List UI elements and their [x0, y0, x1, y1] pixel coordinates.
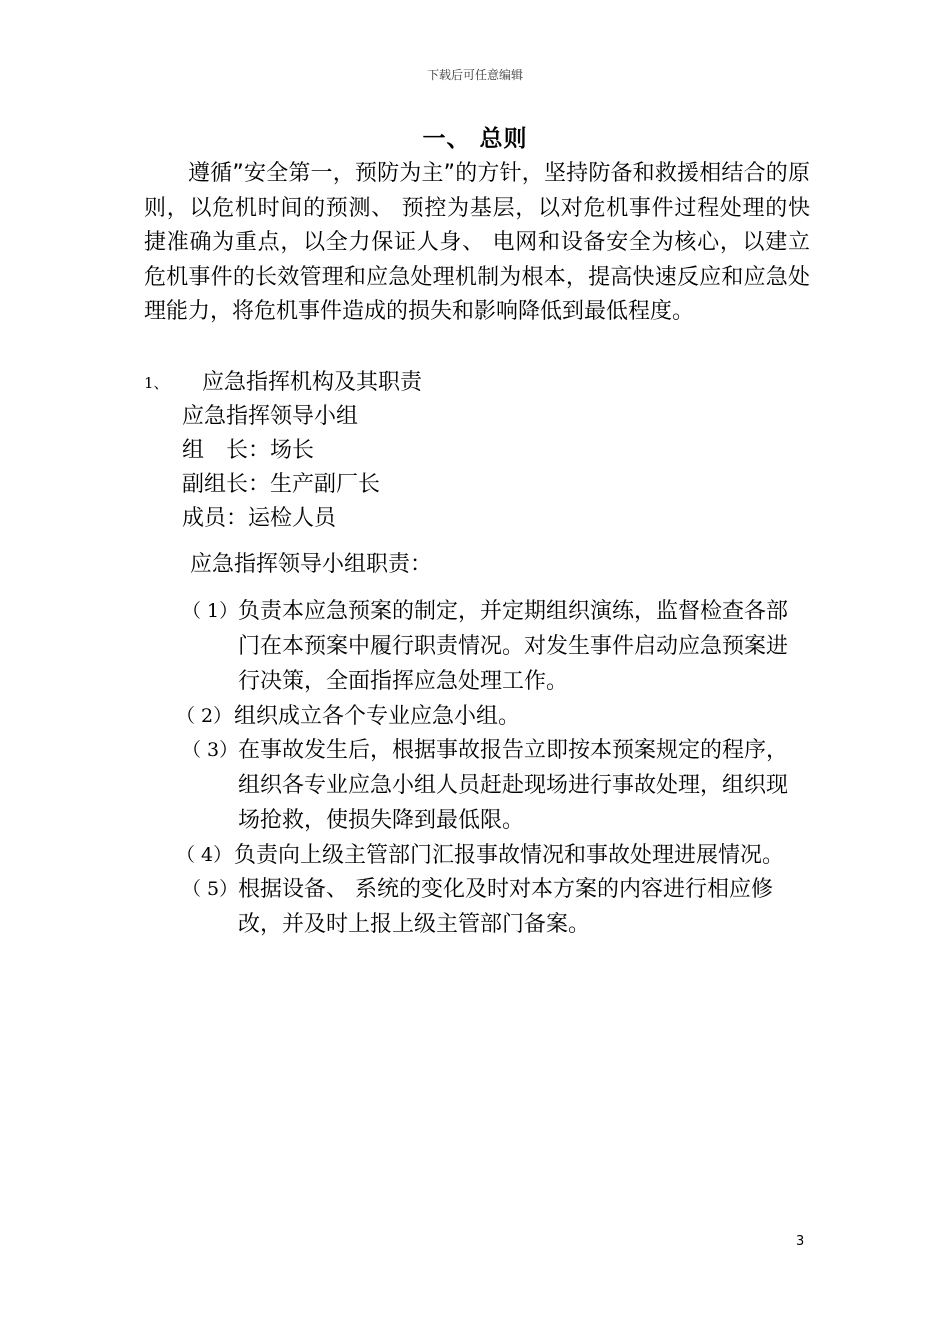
header-note: 下载后可任意编辑	[426, 68, 523, 82]
duty-text: 负责向上级主管部门汇报事故情况和事故处理进展情况。	[234, 843, 785, 868]
duty-number: （ 5）	[182, 878, 239, 900]
duty-text: 组织成立各个专业应急小组。	[234, 704, 521, 729]
duty-number: （ 4）	[176, 844, 233, 866]
section-heading: 应急指挥机构及其职责	[202, 370, 423, 395]
duty-number: （ 3）	[182, 739, 239, 761]
page-number: 3	[796, 1234, 805, 1249]
duty-number: （ 1）	[182, 600, 239, 622]
duty-text: 负责本应急预案的制定，并定期组织演练，监督检查各部门在本预案中履行职责情况。对发生事件启动应急预案进行决策，全面指挥应急处理工作。	[238, 599, 789, 694]
intro-paragraph: 遵循”安全第一，预防为主”的方针，坚持防备和救援相结合的原则，以危机时间的预测、 预控为基层，以对危机事件过程处理的快捷准确为重点，以全力保证人身、 电网和设备安全为核心，以建立危机事件的长效管理和应急处理机制为根本，提高快速反应和应急处理能力，将危机事件造成的损失和影响降低到最低程度。	[144, 161, 810, 324]
group-deputy: 副组长：生产副厂长	[182, 472, 381, 497]
duty-text: 在事故发生后，根据事故报告立即按本预案规定的程序，组织各专业应急小组人员赶赴现场进行事故处理，组织现场抢救，使损失降到最低限。	[238, 738, 789, 833]
duties-heading: 应急指挥领导小组职责：	[190, 552, 433, 577]
duty-text: 根据设备、 系统的变化及时对本方案的内容进行相应修改，并及时上报上级主管部门备案。	[238, 877, 773, 937]
group-members: 成员：运检人员	[182, 506, 337, 531]
section-number: 1、	[144, 374, 169, 392]
group-leader: 组 长：场长	[182, 438, 315, 463]
group-name: 应急指挥领导小组	[182, 404, 359, 429]
page-title: 一、 总则	[422, 126, 528, 152]
duty-number: （ 2）	[176, 705, 233, 727]
